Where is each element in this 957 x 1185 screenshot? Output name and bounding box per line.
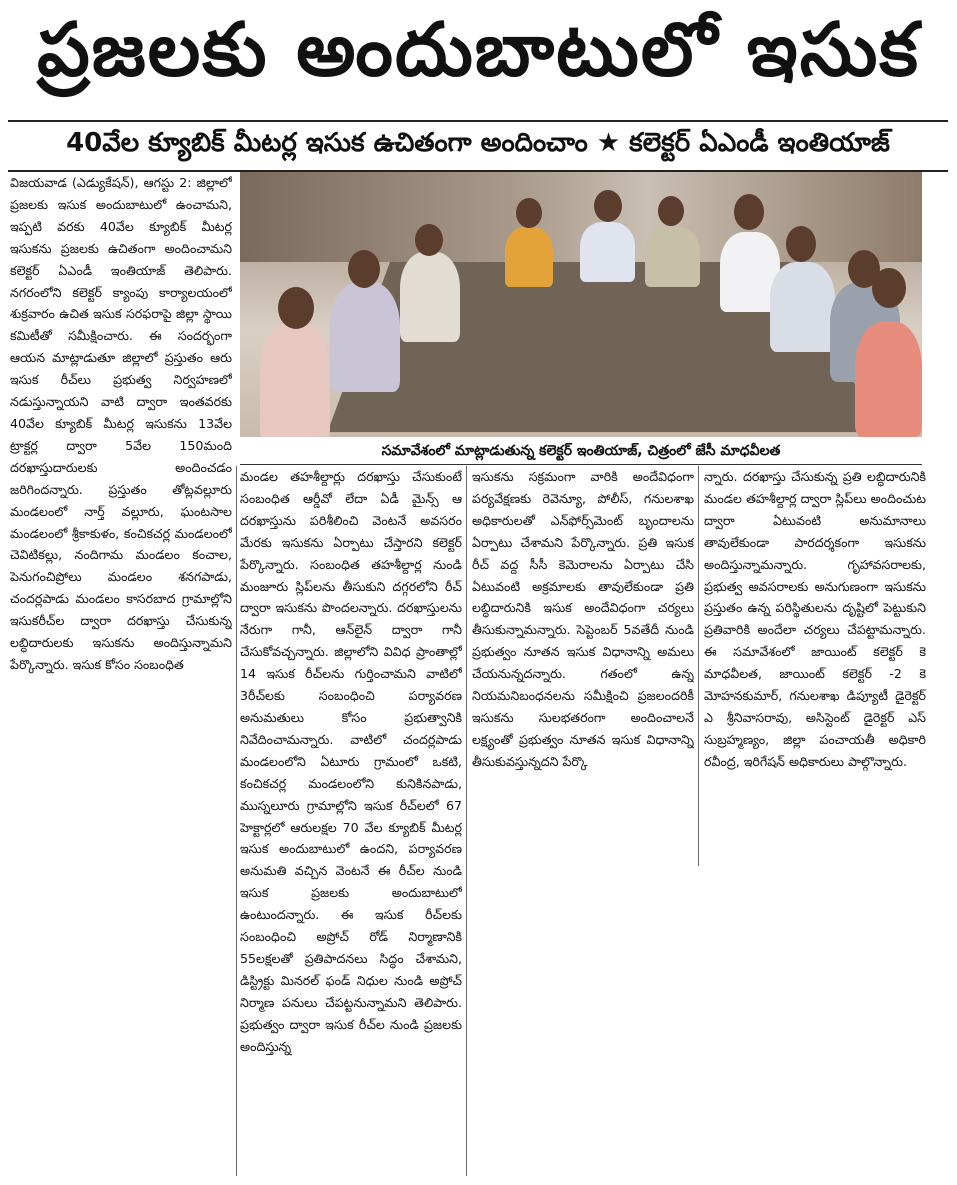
article-body-text: మండల తహశీల్దార్లు దరఖాస్తు చేసుకుంటే సంబంధిత ఆర్డీవో లేదా ఏడీ మైన్స్ ఆ దరఖాస్తును పరిశీలించి వెంటనే అవసరం మేరకు ఇసుకను ఏర్పాటు చేస్తారని కలెక్టర్ పేర్కొన్నారు. సంబంధిత తహశీల్దార్ల నుండి మంజూరు స్లిప్‌లను తీసుకుని దగ్గరలోని రీచ్ ద్వారా ఇసుకను పొందలన్నారు. దరఖాస్తులను నేరుగా గానీ, ఆన్‌లైన్ ద్వారా గానీ చేసుకోవచ్చన్నారు. జిల్లాలోని వివిధ ప్రాంతాల్లో 14 ఇసుక రీచ్‌లను గుర్తించామని వాటిలో 3రీచ్‌లకు సంబంధించి పర్యావరణ అనుమతులు కోసం ప్రభుత్వానికి నివేదించామన్నారు. వాటిలో చందర్లపాడు మండలంలోని ఏటూరు గ్రామంలో ఒకటి, కంచికచర్ల మండలంలోని కునికినపాడు, ముస్నలూరు గ్రామాల్లోని ఇసుక రీచ్‌లలో 67 హెక్టార్లలో ఆరులక్షల 70 వేల క్యూబిక్ మీటర్ల ఇసుక అందుబాటులో ఉందని, పర్యావరణ అనుమతి వచ్చిన వెంటనే ఈ రీచ్‌ల నుండి ఇసుక ప్రజలకు అందుబాటులో ఉంటుందన్నారు. ఈ ఇసుక రీచ్‌లకు సంబంధించి అప్రోచ్ రోడ్ నిర్మాణానికి 55లక్షలతో ప్రతిపాదనలు సిద్ధం చేశామని, డిస్ట్రిక్టు మినరల్ ఫండ్ నిధుల నుండి అప్రోచ్ నిర్మాణ పనులు చేపట్టనున్నామని తెలిపారు. ప్రభుత్వం ద్వారా ఇసుక రీచ్‌ల నుండి ప్రజలకు అందిస్తున్న <box>240 469 462 1054</box>
article-body-text: ఇసుకను సక్రమంగా వారికి అందేవిధంగా పర్యవేక్షణకు రెవెన్యూ, పోలీస్, గనులశాఖ అధికారులతో ఎన్‌ఫోర్స్‌మెంట్ బృందాలను ఏర్పాటు చేశామని పేర్కొన్నారు. ప్రతి ఇసుక రీచ్ వద్ద సీసీ కెమెరాలను ఏర్పాటు చేసి ఏటువంటి అక్రమాలకు తావులేకుండా ప్రతి లబ్ధిదారునికి ఇసుక అందేవిధంగా చర్యలు తీసుకున్నామన్నారు. సెప్టెంబర్ 5వతేదీ నుండి ప్రభుత్వం నూతన ఇసుక విధానాన్ని అమలు చేయనున్నదన్నారు. గతంలో ఉన్న నియమనిబంధనలను సమీక్షించి ప్రజలందరికీ ఇసుకను సులభతరంగా అందించాలనే లక్ష్యంతో ప్రభుత్వం నూతన ఇసుక విధానాన్ని తీసుకువస్తున్నదని పేర్కొ <box>472 469 694 769</box>
article-body-text: న్నారు. దరఖాస్తు చేసుకున్న ప్రతి లబ్ధిదారునికి మండల తహశీల్దార్ల ద్వారా స్లిప్‌లు అందించుట ద్వారా ఏటువంటి అనుమానాలు తావులేకుండా పారదర్శకంగా ఇసుకను అందిస్తున్నామన్నారు. గృహావసరాలకు, ప్రభుత్వ అవసరాలకు అనుగుణంగా ఇసుకను ప్రస్తుతం ఉన్న పరిస్థితులను దృష్టిలో పెట్టుకుని ప్రతివారికి అందేలా చర్యలు చేపట్టామన్నారు. ఈ సమావేశంలో జాయింట్ కలెక్టర్ కె మాధవీలత, జాయింట్ కలెక్టర్ -2 కె మోహనకుమార్, గనులశాఖ డిప్యూటీ డైరెక్టర్ ఎ శ్రీనివాసరావు, అసిస్టెంట్ డైరెక్టర్ ఎస్ సుబ్రహ్మణ్యం, జిల్లా పంచాయతీ అధికారి రవీంద్ర, ఇరిగేషన్ అధికారులు పాల్గొన్నారు. <box>704 469 926 769</box>
meeting-photo <box>240 172 922 437</box>
article-column-4 <box>704 466 926 866</box>
photo-caption: సమావేశంలో మాట్లాడుతున్న కలెక్టర్ ఇంతియాజ్, చిత్రంలో జేసీ మాధవీలత <box>240 440 922 465</box>
article-column-3 <box>472 466 694 866</box>
article-headline: ప్రజలకు అందుబాటులో ఇసుక <box>37 7 920 93</box>
article-column-1 <box>10 172 232 792</box>
article-subheadline: 40వేల క్యూబిక్ మీటర్ల ఇసుక ఉచితంగా అందించాం ★ కలెక్టర్ ఏఎండీ ఇంతియాజ్ <box>8 120 948 172</box>
article-column-2 <box>240 466 462 1181</box>
article-body-text: విజయవాడ (ఎడ్యుకేషన్), ఆగస్టు 2: జిల్లాలో ప్రజలకు ఇసుక అందుబాటులో ఉంచామని, ఇప్పటి వరకు 40వేల క్యూబిక్ మీటర్ల ఇసుకను ప్రజలకు ఉచితంగా అందించామని కలెక్టర్ ఏఎండీ ఇంతియాజ్ తెలిపారు. నగరంలోని కలెక్టర్ క్యాంపు కార్యాలయంలో శుక్రవారం ఉచిత ఇసుక సరఫరాపై జిల్లా స్థాయి కమిటీతో సమీక్షించారు. ఈ సందర్భంగా ఆయన మాట్లాడుతూ జిల్లాలో ప్రస్తుతం ఆరు ఇసుక రీచ్‌లు ప్రభుత్వ నిర్వహణలో నడుస్తున్నాయని వాటి ద్వారా ఇంతవరకు 40వేల క్యూబిక్ మీటర్ల ఇసుకను 13వేల ట్రాక్టర్ల ద్వారా 5వేల 150మంది దరఖాస్తుదారులకు అందించడం జరిగిందన్నారు. ప్రస్తుతం తోట్లవల్లూరు మండలంలో నార్త్ వల్లూరు, ఘంటసాల మండలంలో శ్రీకాకుళం, కంచికచర్ల మండలంలో చెవిటికల్లు, నందిగామ మండలం కంచాల, పెనుగంచిప్రోలు మండలం శనగపాడు, చందర్లపాడు మండలం కాసరబాద గ్రామాల్లోని ఇసుకరీచ్‌ల ద్వారా దరఖాస్తు చేసుకున్న లబ్ధిదారులకు ఇసుకను అందిస్తున్నామని పేర్కొన్నారు. ఇసుక కోసం సంబంధిత <box>10 175 232 672</box>
